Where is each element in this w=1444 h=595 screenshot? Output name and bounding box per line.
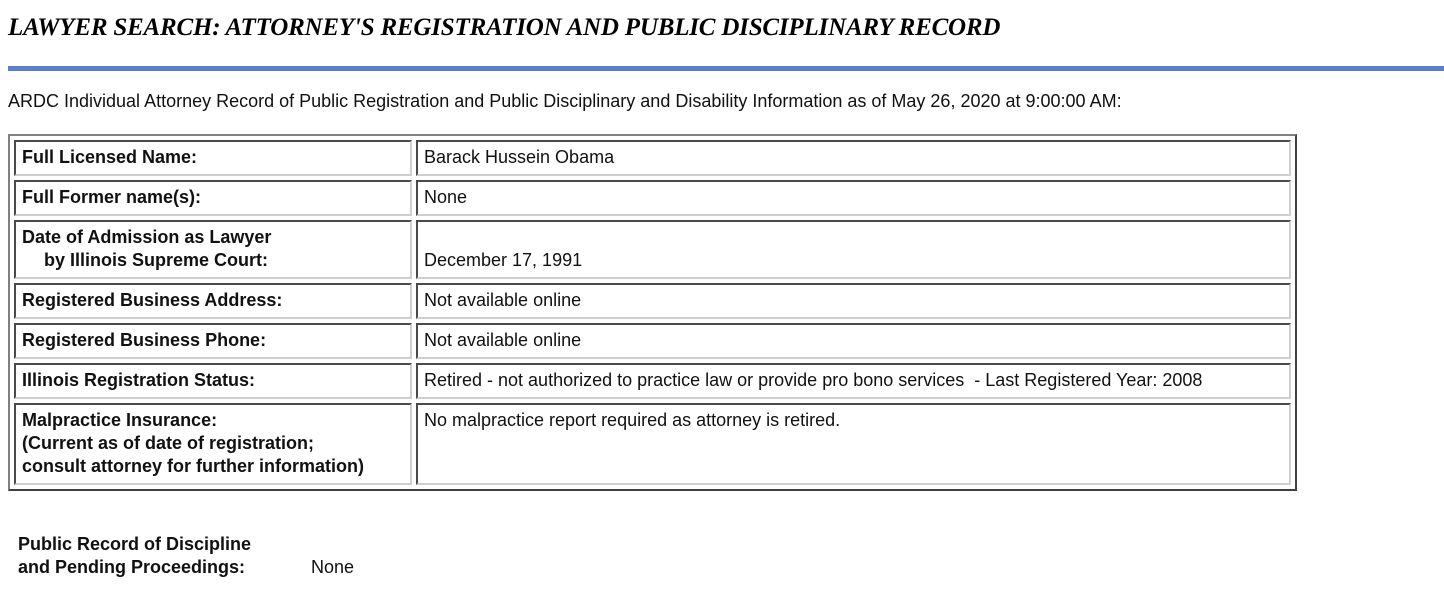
registration-status-label bbox=[14, 363, 412, 399]
label-line: Full Former name(s): bbox=[22, 187, 202, 207]
discipline-label bbox=[18, 533, 251, 579]
label-line: Public Record of Discipline bbox=[18, 534, 252, 554]
label-line: Date of Admission as Lawyer bbox=[22, 227, 272, 247]
business-address-value: Not available online bbox=[416, 283, 1291, 319]
table-row-full-licensed-name bbox=[14, 140, 1291, 176]
label-line: Registered Business Address: bbox=[22, 290, 283, 310]
discipline-section bbox=[18, 533, 355, 579]
page-title: LAWYER SEARCH: ATTORNEY'S REGISTRATION AND PUBLIC DISCIPLINARY RECORD bbox=[8, 14, 1001, 41]
business-address-label bbox=[14, 283, 412, 319]
full-licensed-name-value: Barack Hussein Obama bbox=[416, 140, 1291, 176]
label-line: (Current as of date of registration; bbox=[22, 433, 315, 453]
admission-date-value: December 17, 1991 bbox=[416, 220, 1291, 279]
discipline-value: None bbox=[311, 557, 355, 577]
label-line: and Pending Proceedings: bbox=[18, 557, 246, 577]
table-row-admission-date bbox=[14, 220, 1291, 279]
label-line: Full Licensed Name: bbox=[22, 147, 198, 167]
label-line: Malpractice Insurance: bbox=[22, 410, 218, 430]
malpractice-insurance-label bbox=[14, 403, 412, 485]
table-row-business-address bbox=[14, 283, 1291, 319]
former-names-label bbox=[14, 180, 412, 216]
label-line: consult attorney for further information) bbox=[22, 456, 364, 476]
label-line: Illinois Registration Status: bbox=[22, 370, 256, 390]
business-phone-label bbox=[14, 323, 412, 359]
record-intro-text: ARDC Individual Attorney Record of Public Registration and Public Disciplinary and Disability Information as of May 26, 2020 at 9:00:00 AM: bbox=[8, 91, 1122, 111]
table-row-registration-status bbox=[14, 363, 1291, 399]
table-row-business-phone bbox=[14, 323, 1291, 359]
admission-date-label bbox=[14, 220, 412, 279]
full-licensed-name-label bbox=[14, 140, 412, 176]
registration-status-value: Retired - not authorized to practice law or provide pro bono services - Last Registered Year: 2008 bbox=[416, 363, 1291, 399]
business-phone-value: Not available online bbox=[416, 323, 1291, 359]
malpractice-insurance-value: No malpractice report required as attorney is retired. bbox=[416, 403, 1291, 485]
former-names-value: None bbox=[416, 180, 1291, 216]
table-row-former-names bbox=[14, 180, 1291, 216]
attorney-record-table bbox=[8, 134, 1297, 491]
title-divider bbox=[8, 66, 1444, 71]
label-line: by Illinois Supreme Court: bbox=[44, 250, 269, 270]
table-row-malpractice-insurance bbox=[14, 403, 1291, 485]
label-line: Registered Business Phone: bbox=[22, 330, 267, 350]
